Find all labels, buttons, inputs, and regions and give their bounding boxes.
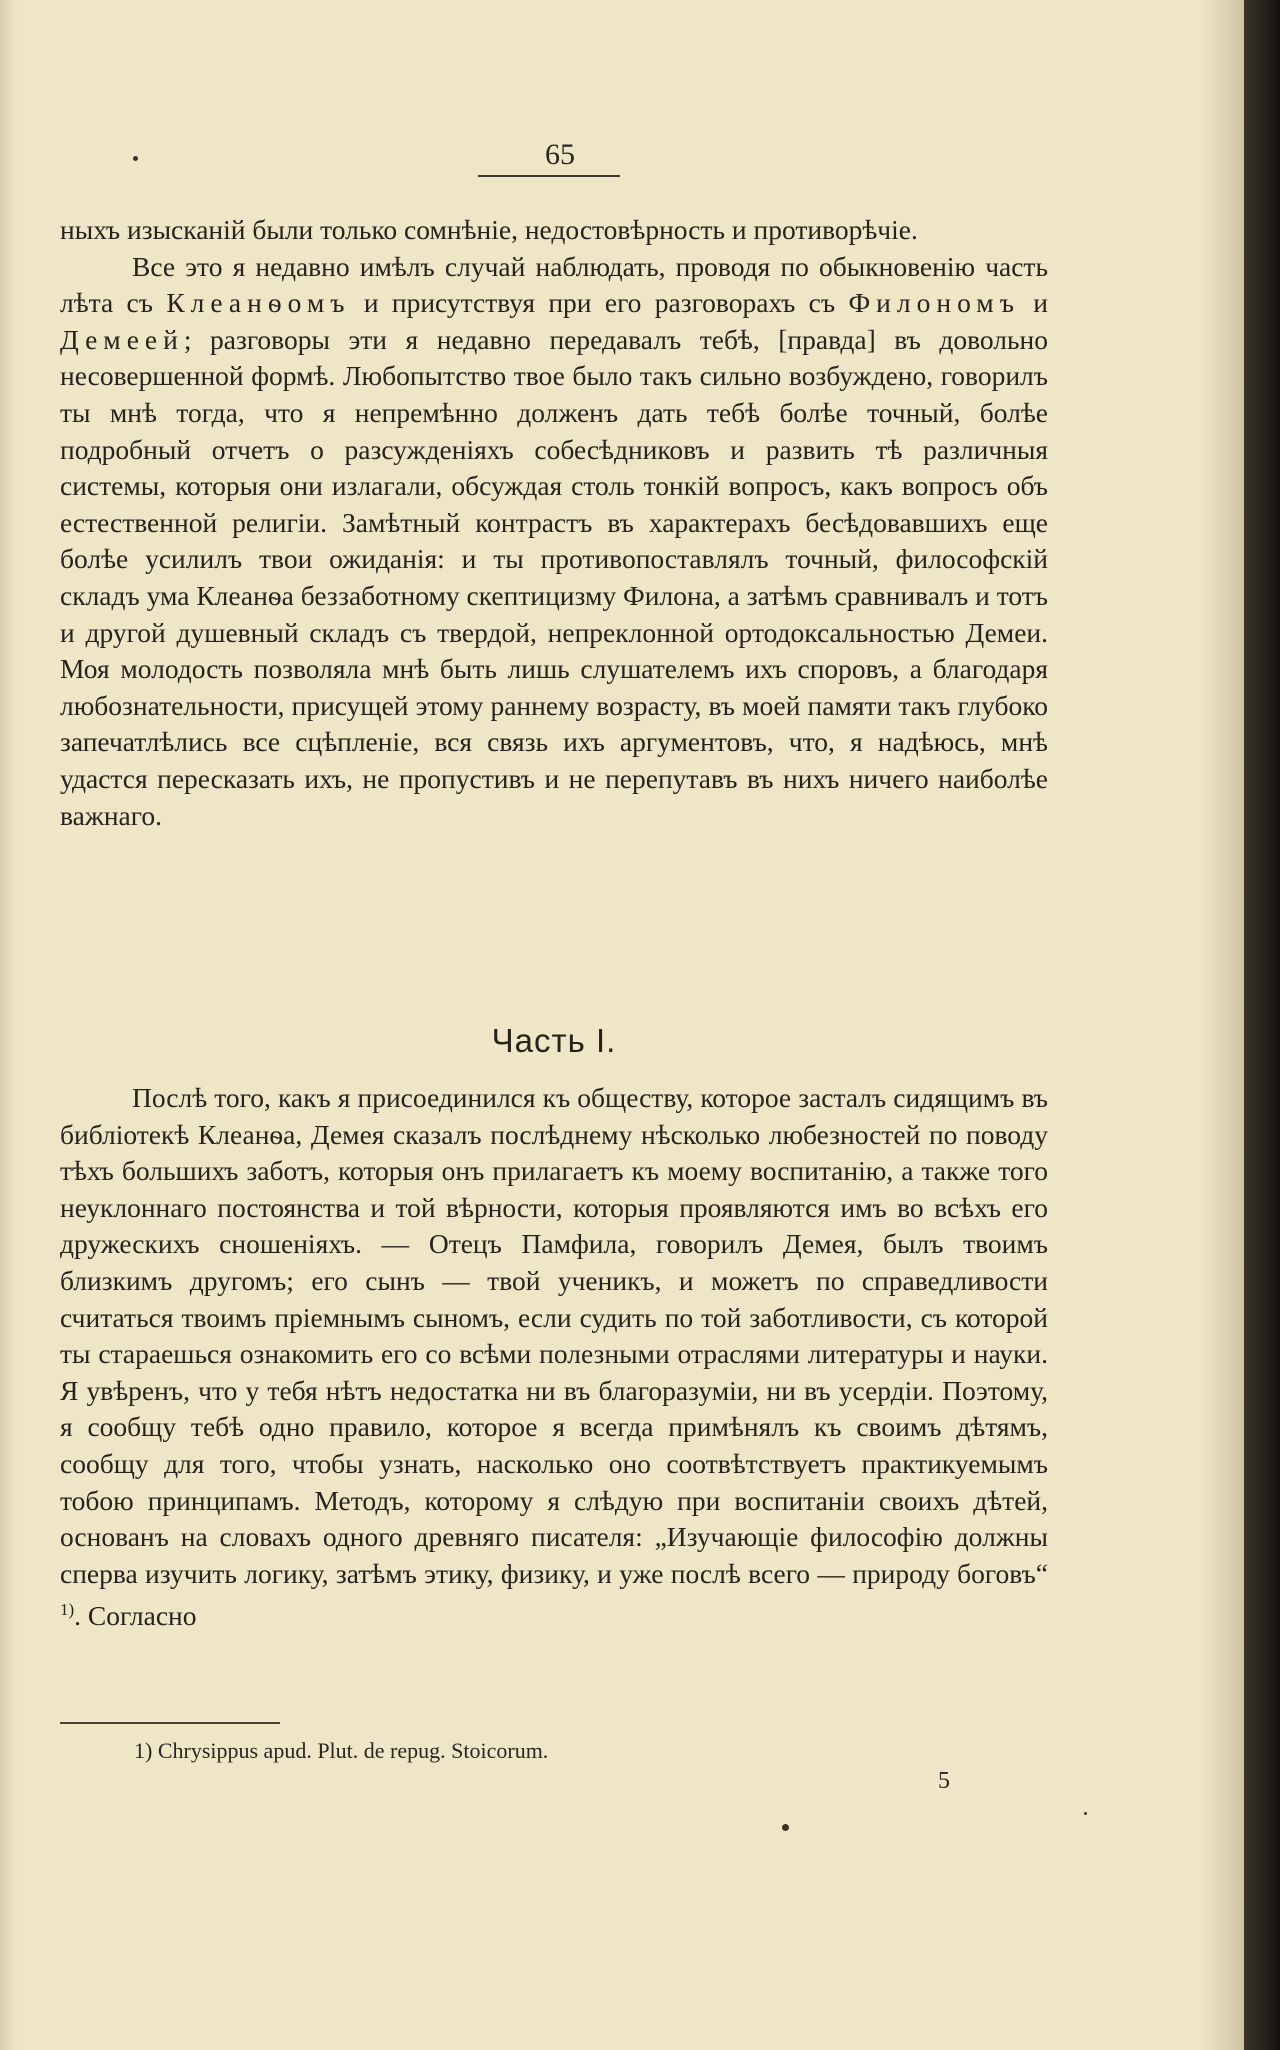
- paragraph-text: и присутствуя при его разговорахъ съ: [350, 287, 849, 319]
- paragraph-text: . Согласно: [74, 1600, 197, 1632]
- name-philo: Филономъ: [848, 287, 1020, 319]
- speck: [782, 1824, 789, 1831]
- paragraph-text: Все это я недавно имѣлъ случай наблюдать, проводя по обыкновенію часть лѣта съ: [60, 250, 1048, 319]
- name-demea: Демеей: [60, 323, 184, 355]
- page-number: 65: [545, 138, 575, 171]
- footnote-rule: [60, 1722, 280, 1724]
- paragraph-part-one: [60, 1080, 1048, 1635]
- speck: [1084, 1812, 1087, 1815]
- paragraph-continuation: ныхъ изысканій были только сомнѣніе, недостовѣрность и противорѣчіе.: [60, 214, 918, 245]
- paragraph-text: и: [1019, 287, 1048, 319]
- paragraph-text: ; разговоры эти я недавно передавалъ тебѣ, [правда] въ довольно несовершенной формѣ. Любопытство твое было такъ сильно возбуждено, говорилъ ты мнѣ тогда, что я непремѣнно долженъ дать тебѣ болѣе точный, болѣе подробный отчетъ о разсужденіяхъ собесѣдниковъ и развить тѣ различныя системы, которыя они излагали, обсуждая столь тонкій вопросъ, какъ вопросъ объ естественной религіи. Замѣтный контрастъ въ характерахъ бесѣдовавшихъ еще болѣе усилилъ твои ожиданія: и ты противопоставлялъ точный, философскій складъ ума Клеанѳа беззаботному скептицизму Филона, а затѣмъ сравнивалъ и тотъ и другой душевный складъ съ твердой, непреклонной ортодоксальностью Демеи. Моя молодость позволяла мнѣ быть лишь слушателемъ ихъ споровъ, а благодаря любознательности, присущей этому раннему возрасту, въ моей памяти такъ глубоко запечатлѣлись все сцѣпленіе, вся связь ихъ аргументовъ, что, я надѣюсь, мнѣ удастся пересказать ихъ, не пропустивъ и не перепутавъ въ нихъ ничего наиболѣе важнаго.: [60, 323, 1048, 831]
- page-number-rule: [478, 175, 620, 177]
- signature-mark: 5: [938, 1768, 950, 1794]
- name-cleanthes: Клеанѳомъ: [166, 287, 351, 319]
- opening-text: [60, 212, 1048, 834]
- paragraph-introduction: [60, 249, 1048, 835]
- footnote: 1) Chrysippus apud. Plut. de repug. Stoicorum.: [134, 1738, 549, 1763]
- paragraph-text: Послѣ того, какъ я присоединился къ обществу, которое засталъ сидящимъ въ библіотекѣ Клеанѳа, Демея сказалъ послѣднему нѣсколько любезностей по поводу тѣхъ большихъ заботъ, которыя онъ прилагаетъ къ моему воспитанію, а также того неуклоннаго постоянства и той вѣрности, которыя проявляются имъ во всѣхъ его дружескихъ сношеніяхъ. — Отецъ Памфила, говорилъ Демея, былъ твоимъ близкимъ другомъ; его сынъ — твой ученикъ, и можетъ по справедливости считаться твоимъ пріемнымъ сыномъ, если судить по той заботливости, съ которой ты стараешься ознакомить его со всѣми полезными отраслями литературы и науки. Я увѣренъ, что у тебя нѣтъ недостатка ни въ благоразумiи, ни въ усердіи. Поэтому, я сообщу тебѣ одно правило, которое я всегда примѣнялъ къ своимъ дѣтямъ, сообщу для того, чтобы узнать, насколько оно соотвѣтствуетъ практикуемымъ тобою принципамъ. Методъ, которому я слѣдую при воспитаніи своихъ дѣтей, основанъ на словахъ одного древняго писателя: „Изучающіе философію должны сперва изучить логику, затѣмъ этику, физику, и уже послѣ всего — природу боговъ“: [60, 1082, 1048, 1589]
- footnote-reference: 1): [60, 1600, 75, 1620]
- part-one-text: [60, 1080, 1048, 1635]
- book-edge: [1244, 0, 1280, 2050]
- speck: [133, 156, 138, 161]
- section-heading: Часть I.: [491, 1022, 617, 1059]
